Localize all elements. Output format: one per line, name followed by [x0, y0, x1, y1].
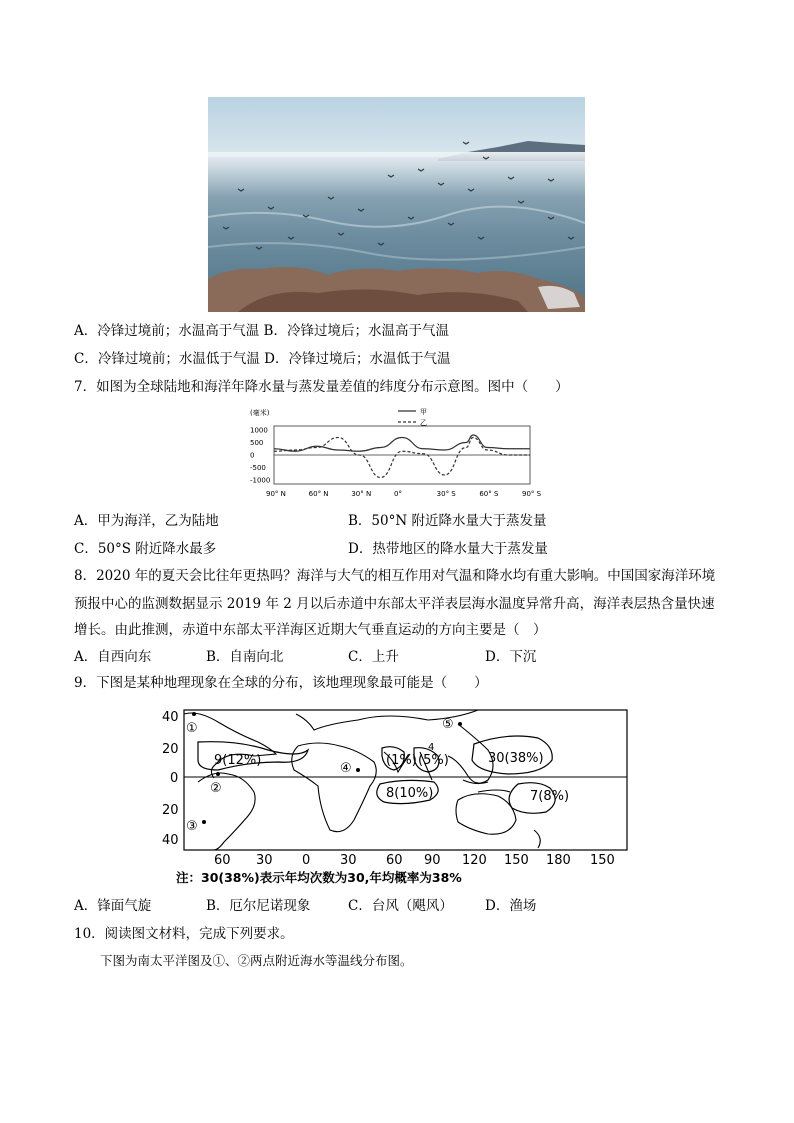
series-jia-line — [274, 435, 530, 451]
q10-stem: 10．阅读图文材料，完成下列要求。 — [74, 926, 294, 942]
q7-option-a: A．甲为海洋，乙为陆地 — [74, 513, 219, 529]
x-tick-label: 0° — [394, 490, 402, 498]
zone-label-bengal: (5%) — [418, 753, 449, 768]
q9-option-a: A．锋面气旋 — [74, 898, 152, 914]
lon-label: 0 — [302, 853, 311, 868]
lat-label: 0 — [170, 771, 179, 786]
q8-option-c: C．上升 — [348, 649, 399, 665]
marker-dot — [192, 712, 196, 716]
q7-line-chart — [248, 406, 548, 502]
lon-label: 60 — [214, 853, 231, 868]
y-tick-label: -1000 — [250, 476, 271, 485]
y-tick-label: -500 — [250, 464, 266, 472]
zone-label-nw-pacific: 30(38%) — [488, 751, 544, 766]
marker-5: ⑤ — [442, 717, 454, 732]
q7-option-d: D．热带地区的降水量大于蒸发量 — [348, 541, 548, 557]
lat-label: 40 — [162, 710, 179, 725]
x-tick-label: 30° N — [351, 490, 372, 498]
marker-dot — [356, 768, 360, 772]
marker-dot — [202, 820, 206, 824]
x-tick-label: 90° S — [522, 490, 542, 498]
q9-option-d: D．渔场 — [485, 898, 537, 914]
lon-label: 150 — [590, 853, 615, 868]
small-label: 4 — [428, 742, 435, 753]
sea-fog-photo — [208, 97, 585, 312]
q8-stem-line-3: 增长。由此推测，赤道中东部太平洋海区近期大气垂直运动的方向主要是（ ） — [74, 622, 547, 638]
x-tick-label: 30° S — [436, 490, 456, 498]
marker-2: ② — [210, 781, 222, 796]
lon-label: 30 — [340, 853, 357, 868]
q9-option-c: C．台风（飓风） — [348, 898, 453, 914]
q9-world-map — [158, 700, 638, 890]
q7-option-b: B．50°N 附近降水量大于蒸发量 — [348, 513, 547, 529]
q8-option-b: B．自南向北 — [206, 649, 284, 665]
lon-label: 180 — [546, 853, 571, 868]
zone-label-atlantic: 9(12%) — [214, 753, 262, 768]
marker-dot — [216, 772, 220, 776]
zone-label-arabian: (1%) — [386, 753, 417, 768]
x-tick-label: 60° N — [308, 490, 329, 498]
marker-4: ④ — [340, 761, 352, 776]
q9-stem: 9．下图是某种地理现象在全球的分布，该地理现象最可能是（ ） — [74, 675, 488, 691]
legend-label-b: 乙 — [420, 419, 427, 427]
lon-label: 30 — [256, 853, 273, 868]
q9-map-svg — [158, 700, 638, 890]
marker-1: ① — [186, 721, 198, 736]
map-note: 注：30(38%)表示年均次数为30,年均概率为38% — [176, 870, 462, 885]
y-tick-label: 1000 — [250, 426, 268, 435]
lon-label: 150 — [504, 853, 529, 868]
q8-option-d: D．下沉 — [485, 649, 537, 665]
lat-label: 20 — [162, 803, 179, 818]
q10-caption: 下图为南太平洋图及①、②两点附近海水等温线分布图。 — [100, 953, 413, 968]
q7-option-c: C．50°S 附近降水最多 — [74, 541, 217, 557]
q9-option-b: B．厄尔尼诺现象 — [206, 898, 311, 914]
q7-chart-svg — [248, 406, 548, 502]
zone-label-south-pacific: 7(8%) — [530, 789, 570, 804]
legend-label-a: 甲 — [420, 408, 427, 416]
x-tick-label: 90° N — [266, 490, 286, 498]
q7-stem: 7．如图为全球陆地和海洋年降水量与蒸发量差值的纬度分布示意图。图中（ ） — [74, 379, 569, 395]
q8-stem-line-2: 预报中心的监测数据显示 2019 年 2 月以后赤道中东部太平洋表层海水温度异常升高，海洋表层热含量快速 — [74, 596, 715, 612]
q8-stem-line-1: 8．2020 年的夏天会比往年更热吗？海洋与大气的相互作用对气温和降水均有重大影响。中国国家海洋环境 — [74, 568, 716, 584]
marker-3: ③ — [186, 819, 198, 834]
lon-label: 60 — [386, 853, 403, 868]
marker-dot — [458, 722, 462, 726]
q6-option-line-2: C．冷锋过境前；水温低于气温 D．冷锋过境后；水温低于气温 — [74, 351, 451, 367]
q8-option-a: A．自西向东 — [74, 649, 152, 665]
zone-label-south-indian: 8(10%) — [386, 786, 434, 801]
lon-label: 120 — [462, 853, 487, 868]
lat-label: 20 — [162, 742, 179, 757]
chart-unit: (毫米) — [250, 409, 270, 417]
lon-label: 90 — [424, 853, 441, 868]
y-tick-label: 0 — [250, 451, 255, 460]
x-tick-label: 60° S — [479, 490, 499, 498]
y-tick-label: 500 — [250, 439, 264, 447]
lat-label: 40 — [162, 833, 179, 848]
series-yi-line — [274, 438, 530, 478]
sea-fog-illustration — [208, 97, 585, 312]
q6-option-line-1: A．冷锋过境前；水温高于气温 B．冷锋过境后；水温高于气温 — [74, 323, 449, 339]
